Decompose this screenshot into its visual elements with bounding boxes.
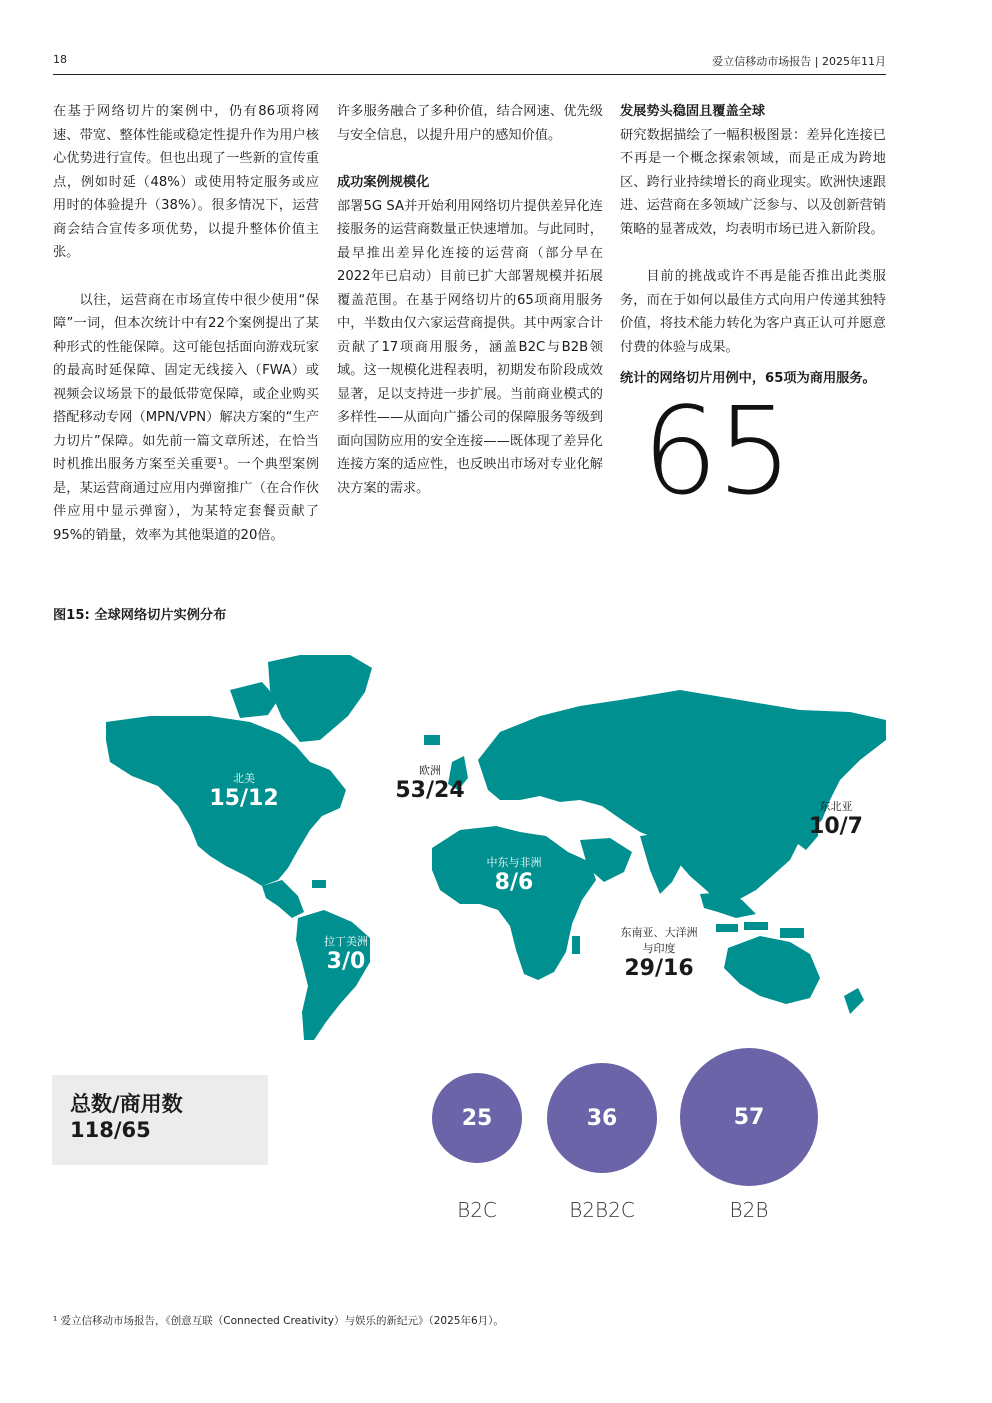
col2-paragraph-1: 许多服务融合了多种价值，结合网速、优先级与安全信息，以提升用户的感知价值。 <box>337 104 603 143</box>
bubble-label-b2c: B2C <box>457 1198 497 1222</box>
col2-heading: 成功案例规模化 <box>337 175 430 190</box>
land-indonesia-1 <box>716 924 738 932</box>
region-north-america: 北美 15/12 <box>209 772 279 811</box>
land-iceland <box>424 735 440 745</box>
col1-paragraph-1: 在基于网络切片的案例中，仍有86项将网速、带宽、整体性能或稳定性提升作为用户核心优势进行宣传。但也出现了一些新的宣传重点，例如时延（48%）或使用特定服务或应用时的体验提升（38%）。很多情况下，运营商会结合宣传多项优势，以提升整体价值主张。 <box>53 104 319 260</box>
stat-value: 65 <box>642 382 791 522</box>
col1-paragraph-2: 以往，运营商在市场宣传中很少使用“保障”一词，但本次统计中有22个案例提出了某种形式的性能保障。这可能包括面向游戏玩家的最高时延保障、固定无线接入（FWA）或视频会议场景下的最低带宽保障，或企业购买搭配移动专网（MPN/VPN）解决方案的“生产力切片”保障。如先前一篇文章所述，在恰当时机推出服务方案至关重要¹。一个典型案例是，某运营商通过应用内弹窗推广（在合作伙伴应用中显示弹窗），为某特定套餐贡献了95%的销量，效率为其他渠道的20倍。 <box>53 292 319 543</box>
bubble-b2b: 57 <box>680 1048 818 1186</box>
col3-paragraph-1: 研究数据描绘了一幅积极图景：差异化连接已不再是一个概念探索领域，而是正成为跨地区、跨行业持续增长的商业现实。欧洲快速跟进、运营商在多领域广泛参与、以及创新营销策略的显著成效，均表明市场已进入新阶段。 <box>620 127 886 237</box>
land-south-america <box>296 910 370 1040</box>
land-central-america <box>262 880 304 918</box>
stat-label: 统计的网络切片用例中，65项为商用服务。 <box>620 371 876 386</box>
bubble-label-b2b: B2B <box>729 1198 769 1222</box>
footnote: ¹ 爱立信移动市场报告，《创意互联（Connected Creativity）与娱乐的新纪元》（2025年6月）。 <box>53 1315 504 1327</box>
land-new-zealand <box>844 988 864 1014</box>
total-value: 118/65 <box>70 1118 151 1142</box>
land-caribbean <box>312 880 326 888</box>
land-africa <box>432 826 596 980</box>
land-indonesia-2 <box>744 922 768 930</box>
col2-paragraph-2: 部署5G SA并开始利用网络切片提供差异化连接服务的运营商数量正快速增加。与此同时，最早推出差异化连接的运营商（部分早在2022年已启动）目前已扩大部署规模并拓展覆盖范围。在基于网络切片的65项商用服务中，半数由仅六家运营商提供。其中两家合计贡献了17项商用服务，涵盖B2C与B2B领域。这一规模化进程表明，初期发布阶段成效显著，足以支持进一步扩展。当前商业模式的多样性——从面向广播公司的保障服务等级到面向国防应用的安全连接——既体现了差异化连接方案的适应性，也反映出市场对专业化解决方案的需求。 <box>337 198 603 496</box>
col3-paragraph-2: 目前的挑战或许不再是能否推出此类服务，而在于如何以最佳方式向用户传递其独特价值，将技术能力转化为客户真正认可并愿意付费的体验与成果。 <box>620 269 886 355</box>
land-se-asia <box>700 892 756 918</box>
land-australia <box>724 936 820 1004</box>
region-europe: 欧洲 53/24 <box>395 764 465 803</box>
report-title: 爱立信移动市场报告 | 2025年11月 <box>712 55 886 68</box>
land-new-guinea <box>780 928 804 938</box>
total-title: 总数/商用数 <box>70 1092 183 1116</box>
region-northeast-asia: 东北亚 10/7 <box>809 800 863 839</box>
map-land <box>106 655 886 1040</box>
total-box <box>52 1075 268 1165</box>
col3-heading: 发展势头稳固且覆盖全球 <box>620 104 766 119</box>
region-sea-oceania-india: 东南亚、大洋洲 与印度 29/16 <box>620 926 698 981</box>
page-number: 18 <box>53 53 67 66</box>
region-latin-america: 拉丁美洲 3/0 <box>324 935 368 974</box>
bubble-b2b2c: 36 <box>547 1063 657 1173</box>
bubble-b2c: 25 <box>432 1073 522 1163</box>
region-middle-east-africa: 中东与非洲 8/6 <box>486 856 542 895</box>
figure-title: 图15: 全球网络切片实例分布 <box>53 608 227 623</box>
land-madagascar <box>572 936 580 954</box>
land-greenland <box>268 655 372 742</box>
bubble-label-b2b2c: B2B2C <box>569 1198 635 1222</box>
